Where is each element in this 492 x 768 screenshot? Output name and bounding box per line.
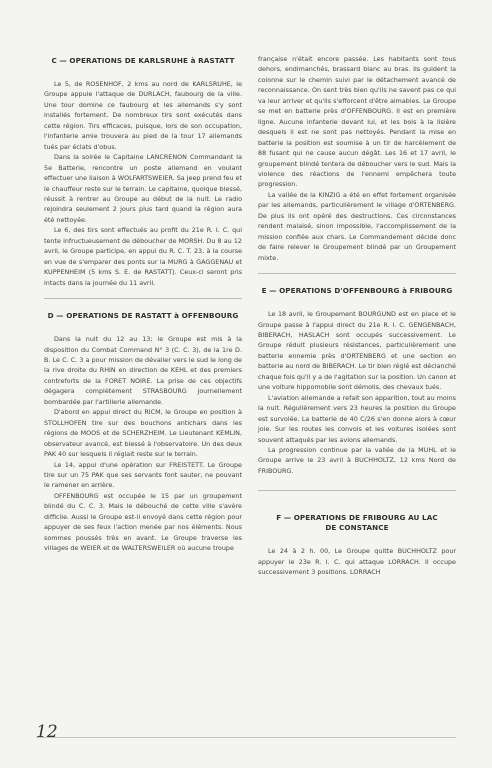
section-d-paragraph: OFFENBOURG est occupée le 15 par un groupement blindé du C. C. 3. Mais le débouché de cette ville s'avère difficile. Aussi le Groupe est-il envoyé dans cette région pour appuyer de ses feux l'action menée par nos éléments. Nous sommes poussés très en avant. Le Groupe traverse les villages de WEIER et de WALTERSWEILER où aucune troupe [44, 491, 242, 553]
section-f-paragraph: Le 24 à 2 h. 00, Le Groupe quitte BUCHHOLTZ pour appuyer le 23e R. I. C. qui attaque LORRACH. Il occupe successivement 3 positions. LORRACH [258, 547, 456, 577]
section-d-paragraph: Le 14, appui d'une opération sur FREISTETT. Le Groupe tire sur un 75 PAK que ses servants font sauter, ne pouvant le ramener en arrière. [44, 460, 242, 490]
right-column [258, 54, 456, 578]
section-e-paragraph: La progression continue par la vallée de la MUHL et le Groupe arrive le 23 avril à BUCHHOLTZ, 12 kms Nord de FRIBOURG. [258, 445, 456, 475]
section-divider [44, 298, 242, 299]
section-e-paragraph: Le 18 avril, le Groupement BOURGUND est en place et le Groupe passe à l'appui direct du 21e R. I. C. GENGENBACH, BIBERACH, HASLACH sont occupés successivement. Le Groupe réduit plusieurs résistances, particulièrement une batterie ennemie près d'ORTENBERG et une section en batterie au nord de BIBERACH. Le tir bien réglé est déclanché chaque fois qu'il y a de l'agitation sur la position. Un canon et une voiture hippomobile sont démolis, des chevaux tués. [258, 310, 456, 392]
section-d-paragraph: D'abord en appui direct du RICM, le Groupe en position à STOLLHOFEN tire sur des bouchons antichars dans les régions de MOOS et de SCHERZHEIM. Le Lieutenant KEMLIN, observateur avancé, est blessé à l'observatoire. Un des deux PAK 40 sur lesquels il réglait reste sur le terrain. [44, 408, 242, 459]
section-divider [258, 273, 456, 274]
section-divider [258, 490, 456, 491]
section-f-title: F — OPERATIONS DE FRIBOURG AU LAC DE CONSTANCE [276, 513, 438, 533]
section-d-title: D — OPERATIONS DE RASTATT à OFFENBOURG [47, 311, 239, 321]
left-column [44, 56, 242, 554]
section-c-paragraph: Dans la soirée le Capitaine LANCRENON Commandant la 5e Batterie, rencontre un poste allemand en voulant effectuer une liaison à WOLFARTSWEIER. Sa jeep prend feu et le chauffeur reste sur le terrain. Le capitaine, quoique blessé, réussit à rentrer au Groupe au début de la nuit. Le radio rejoindra seulement 2 jours plus tard quand la région aura été nettoyée. [44, 153, 242, 224]
continuation-paragraph: La vallée de la KINZIG a été en effet fortement organisée par les allemands, particulièrement le village d'ORTENBERG. De plus ils ont opéré des destructions. Ces circonstances rendent malaisé, sinon impossible, l'accomplissement de la mission confiée aux chars. Le Commandement décide donc de faire relever le Groupement blindé par un Groupement mixte. [258, 190, 456, 262]
section-c-title: C — OPERATIONS DE KARLSRUHE à RASTATT [51, 56, 235, 65]
section-e-title: E — OPERATIONS D'OFFENBOURG à FRIBOURG [261, 286, 453, 296]
section-c-paragraph: Le 5, de ROSENHOF, 2 kms au nord de KARLSRUHE, le Groupe appuie l'attaque de DURLACH, faubourg de la ville. Une tour domine ce faubourg et les allemands s'y sont installés fortement. De nombreux tirs sont exécutés dans cette région. Tirs efficaces, puisque, lors de son occupation, l'infanterie amie trouvera au pied de la tour 17 allemands tués par éclats d'obus. [44, 80, 242, 151]
section-c-paragraph: Le 6, des tirs sont effectués au profit du 21e R. I. C. qui tente infructueusement de déboucher de MORSH. Du 8 au 12 avril, le Groupe participe, en appui du R. C. T. 23, à la course en vue de s'emparer des ponts sur la MURG à GAGGENAU et KUPPENHEIM (5 kms S. E. de RASTATT). Ceux-ci seront pris intacts dans la journée du 11 avril. [44, 226, 242, 287]
continuation-paragraph: française n'était encore passée. Les habitants sont tous dehors, endimanchés, brassard blanc au bras. Ils guident la colonne sur le chemin suivi par le détachement avancé de reconnaissance. On sent très bien qu'ils ne savent pas ce qui va leur arriver et qu'ils s'efforcent d'être aimables. Le Groupe se met en batterie près d'OFFENBOURG. Il est en première ligne. Aucune infanterie devant lui, et les bois à la lisière desquels il est ne sont pas nettoyés. Pendant la mise en batterie la position est soumise à un tir de harcèlement de 88 fusant qui ne cause aucun dégât. Les 16 et 17 avril, le groupement blindé tentera de déboucher vers le sud. Mais la violence des réactions de l'ennemi empêchera toute progression. [258, 55, 456, 189]
section-d-paragraph: Dans la nuit du 12 au 13; le Groupe est mis à la disposition du Combat Command N° 3 (C. C. 3), de la 1re D. B. Le C. C. 3 a pour mission de dévaller vers le sud le long de la rive droite du RHIN en direction de KEHL et des premiers contreforts de la FORET NOIRE. La prise de ces objectifs dégagera complètement STRASBOURG journellement bombardée par l'artillerie allemande. [44, 335, 242, 406]
page-number: 12 [36, 722, 58, 742]
section-e-paragraph: L'aviation allemande a refait son apparition, tout au moins la nuit. Régulièrement vers 23 heures la position du Groupe est survolée. La batterie de 40 C/26 s'en donne alors à cœur joie. Sur les routes les convois et les voitures isolées sont souvent attaqués par les avions allemands. [258, 393, 456, 444]
footer-rule [36, 737, 456, 738]
